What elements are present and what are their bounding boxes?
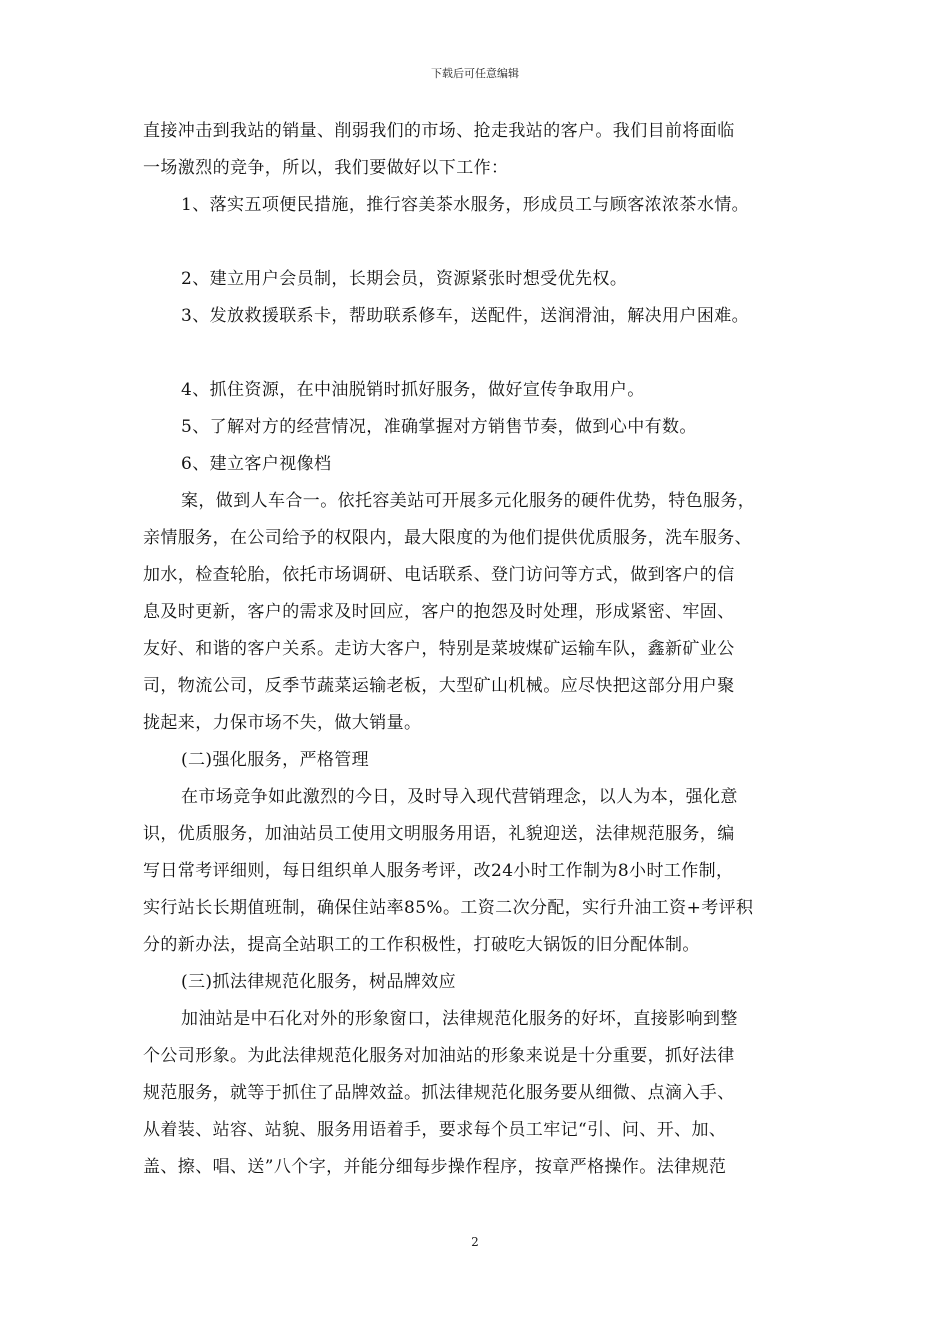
list-item: 2、建立用户会员制，长期会员，资源紧张时想受优先权。 [181, 269, 628, 289]
paragraph-line: 息及时更新，客户的需求及时回应，客户的抱怨及时处理，形成紧密、牢固、 [143, 602, 735, 622]
paragraph-line: 盖、擦、唱、送”八个字，并能分细每步操作程序，按章严格操作。法律规范 [143, 1157, 727, 1177]
paragraph-line: 在市场竞争如此激烈的今日，及时导入现代营销理念，以人为本，强化意 [181, 787, 738, 807]
section-heading: (二)强化服务，严格管理 [181, 750, 370, 770]
paragraph-line: 亲情服务，在公司给予的权限内，最大限度的为他们提供优质服务，洗车服务、 [143, 528, 752, 548]
page-number: 2 [471, 1235, 479, 1249]
paragraph-line: 分的新办法，提高全站职工的工作积极性，打破吃大锅饭的旧分配体制。 [143, 935, 700, 955]
paragraph-line: 司，物流公司，反季节蔬菜运输老板，大型矿山机械。应尽快把这部分用户聚 [143, 676, 735, 696]
paragraph-line: 个公司形象。为此法律规范化服务对加油站的形象来说是十分重要，抓好法律 [143, 1046, 735, 1066]
document-body [143, 120, 808, 1178]
paragraph-line: 加油站是中石化对外的形象窗口，法律规范化服务的好坏，直接影响到整 [181, 1009, 738, 1029]
list-item: 5、了解对方的经营情况，准确掌握对方销售节奏，做到心中有数。 [181, 417, 697, 437]
page-header: 下载后可任意编辑 [431, 67, 519, 80]
list-item: 6、建立客户视像档 [181, 454, 332, 474]
paragraph-line: 实行站长长期值班制，确保住站率85%。工资二次分配，实行升油工资+考评积 [143, 898, 754, 918]
list-item: 4、抓住资源，在中油脱销时抓好服务，做好宣传争取用户。 [181, 380, 645, 400]
paragraph-line: 写日常考评细则，每日组织单人服务考评，改24小时工作制为8小时工作制， [143, 861, 734, 881]
section-heading: (三)抓法律规范化服务，树品牌效应 [181, 972, 457, 992]
paragraph-line: 拢起来，力保市场不失，做大销量。 [143, 713, 422, 733]
paragraph-line: 案，做到人车合一。依托容美站可开展多元化服务的硬件优势，特色服务， [181, 491, 756, 511]
paragraph-line: 识，优质服务，加油站员工使用文明服务用语，礼貌迎送，法律规范服务，编 [143, 824, 735, 844]
list-item: 3、发放救援联系卡，帮助联系修车，送配件，送润滑油，解决用户困难。 [181, 306, 750, 326]
paragraph-line: 加水，检查轮胎，依托市场调研、电话联系、登门访问等方式，做到客户的信 [143, 565, 735, 585]
paragraph-line: 规范服务，就等于抓住了品牌效益。抓法律规范化服务要从细微、点滴入手、 [143, 1083, 735, 1103]
paragraph-line: 从着装、站容、站貌、服务用语着手，要求每个员工牢记“引、问、开、加、 [143, 1120, 727, 1140]
list-item: 1、落实五项便民措施，推行容美茶水服务，形成员工与顾客浓浓茶水情。 [181, 195, 750, 215]
paragraph-line: 直接冲击到我站的销量、削弱我们的市场、抢走我站的客户。我们目前将面临 [143, 121, 735, 141]
paragraph-line: 友好、和谐的客户关系。走访大客户，特别是菜坡煤矿运输车队，鑫新矿业公 [143, 639, 735, 659]
paragraph-line: 一场激烈的竞争，所以，我们要做好以下工作： [143, 158, 509, 178]
